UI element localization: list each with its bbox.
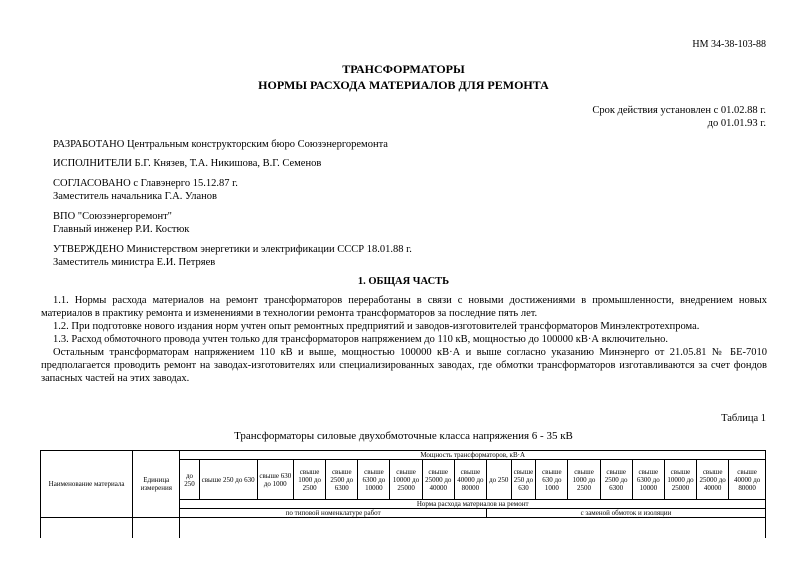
section-title: 1. ОБЩАЯ ЧАСТЬ (357, 276, 450, 287)
power-range-rewinding-7: свыше 10000 до 25000 (664, 460, 696, 500)
paragraph-1-4: Остальным трансформаторам напряжением 110 кВ и выше, мощностью 100000 кВ·А и выше согласно указанию Минэнерго от 21.05.81 № БЕ-7010 предполагается проводить ремонт на заводах-изготовителях или специализированных заводах, где обмотки трансформаторов изготавливаются за счет фондов запасных частей на этих заводах. (41, 347, 767, 384)
table-caption: Трансформаторы силовые двухобмоточные класса напряжения 6 - 35 кВ (234, 430, 573, 442)
vpo-line-2: Главный инженер Р.И. Костюк (53, 224, 190, 235)
approved-line-1: УТВЕРЖДЕНО Министерством энергетики и электрификации СССР 18.01.88 г. (53, 244, 412, 255)
header-power: Мощность трансформаторов, кВ·А (180, 451, 766, 460)
body-cell-material (41, 518, 133, 539)
power-range-rewinding-8: свыше 25000 до 40000 (697, 460, 729, 500)
power-range-rewinding-3: свыше 630 до 1000 (536, 460, 568, 500)
paragraph-1-3: 1.3. Расход обмоточного провода учтен только для трансформаторов напряжением до 110 кВ, мощностью до 100000 кВ·А включительно. (53, 334, 669, 345)
body-cell-unit (133, 518, 180, 539)
materials-norms-table (40, 450, 766, 538)
power-range-typical-8: свыше 25000 до 40000 (422, 460, 454, 500)
header-group-typical: по типовой номенклатуре работ (180, 509, 487, 518)
power-range-typical-6: свыше 6300 до 10000 (358, 460, 390, 500)
paragraph-1-2: 1.2. При подготовке нового издания норм учтен опыт ремонтных предприятий и заводов-изготовителей трансформаторов Минэлектротехпрома. (53, 321, 700, 332)
performers: ИСПОЛНИТЕЛИ Б.Г. Князев, Т.А. Никишова, В.Г. Семенов (53, 158, 322, 169)
approved-line-2: Заместитель министра Е.И. Петряев (53, 257, 216, 268)
power-range-typical-4: свыше 1000 до 2500 (294, 460, 326, 500)
power-range-typical-5: свыше 2500 до 6300 (326, 460, 358, 500)
power-range-rewinding-5: свыше 2500 до 6300 (600, 460, 632, 500)
title-line-1: ТРАНСФОРМАТОРЫ (342, 62, 465, 76)
power-range-typical-7: свыше 10000 до 25000 (390, 460, 422, 500)
header-material: Наименование материала (41, 451, 133, 518)
approved-block (53, 243, 412, 269)
header-norm: Норма расхода материалов на ремонт (180, 500, 766, 509)
validity-line-1: Срок действия установлен с 01.02.88 г. (592, 105, 766, 116)
power-range-typical-2: свыше 250 до 630 (199, 460, 257, 500)
vpo-line-1: ВПО "Союзэнергоремонт" (53, 211, 172, 222)
table-number: Таблица 1 (721, 413, 766, 424)
paragraph-1-1: 1.1. Нормы расхода материалов на ремонт трансформаторов переработаны в связи с новыми достижениями в промышленности, внедрением новых материалов в практику ремонта и изменениями в технологии ремонта трансформаторов за последние пять лет. (41, 295, 767, 319)
general-paragraphs (41, 294, 767, 385)
agreed-line-1: СОГЛАСОВАНО с Главэнерго 15.12.87 г. (53, 178, 238, 189)
title-line-2: НОРМЫ РАСХОДА МАТЕРИАЛОВ ДЛЯ РЕМОНТА (258, 78, 549, 92)
document-code: НМ 34-38-103-88 (692, 39, 766, 50)
power-range-rewinding-4: свыше 1000 до 2500 (568, 460, 600, 500)
body-cell-values (180, 518, 766, 539)
power-range-typical-9: свыше 40000 до 80000 (454, 460, 486, 500)
validity-line-2: до 01.01.93 г. (707, 118, 766, 129)
power-range-typical-3: свыше 630 до 1000 (257, 460, 293, 500)
agreed-block (53, 177, 238, 203)
vpo-block (53, 210, 189, 236)
developed-by: РАЗРАБОТАНО Центральным конструкторским бюро Союзэнергоремонта (53, 139, 388, 150)
power-range-rewinding-9: свыше 40000 до 80000 (729, 460, 766, 500)
power-range-rewinding-6: свыше 6300 до 10000 (632, 460, 664, 500)
validity-period (592, 104, 766, 130)
power-range-typical-1: до 250 (180, 460, 199, 500)
power-range-rewinding-2: свыше 250 до 630 (511, 460, 536, 500)
agreed-line-2: Заместитель начальника Г.А. Уланов (53, 191, 217, 202)
header-unit: Единица измерения (133, 451, 180, 518)
power-range-rewinding-1: до 250 (486, 460, 511, 500)
header-group-rewinding: с заменой обмоток и изоляции (486, 509, 765, 518)
